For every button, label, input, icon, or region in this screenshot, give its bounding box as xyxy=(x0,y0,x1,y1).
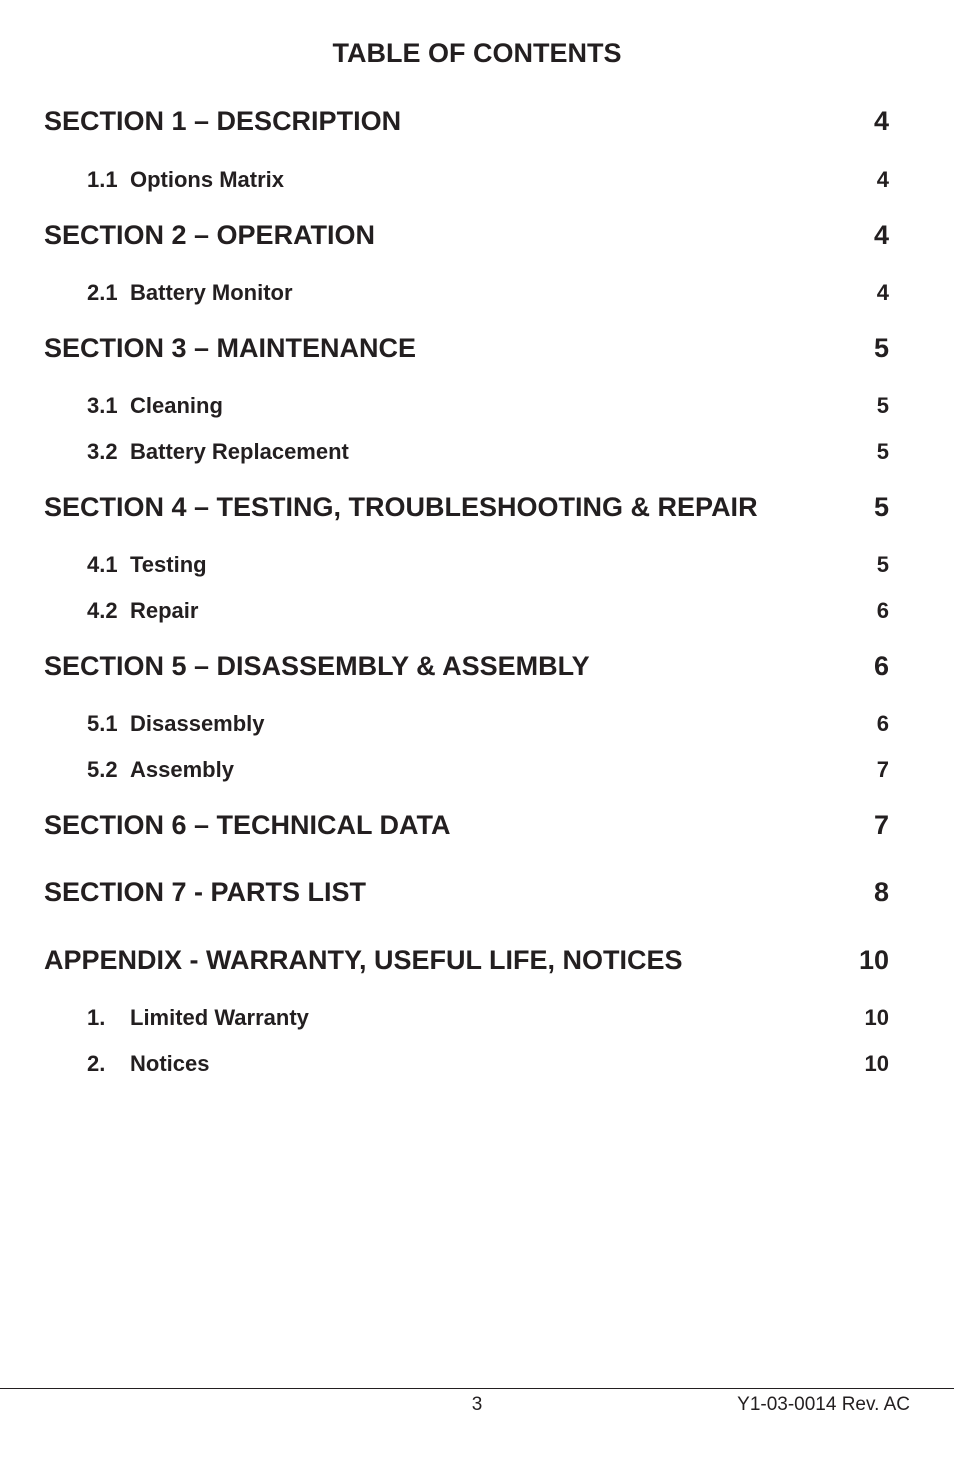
toc-page-number: 8 xyxy=(873,877,889,907)
toc-subsection-3-2[interactable] xyxy=(87,439,889,465)
toc-page-number: 5 xyxy=(876,552,889,577)
toc-entry-number: 5.2 xyxy=(87,757,118,782)
toc-entry-label: Disassembly xyxy=(130,711,265,736)
toc-subsection-4-2[interactable] xyxy=(87,598,889,624)
toc-appendix-item-2[interactable] xyxy=(87,1051,889,1077)
toc-page-number: 10 xyxy=(858,945,889,975)
toc-entry-number: 4.2 xyxy=(87,598,118,623)
footer-document-id: Y1-03-0014 Rev. AC xyxy=(737,1394,910,1415)
toc-subsection-1-1[interactable] xyxy=(87,167,889,193)
toc-page-number: 6 xyxy=(873,651,889,681)
toc-entry-number: 3.1 xyxy=(87,393,118,418)
toc-entry-label: SECTION 1 – DESCRIPTION xyxy=(44,106,402,136)
toc-subsection-2-1[interactable] xyxy=(87,280,889,306)
toc-appendix-item-1[interactable] xyxy=(87,1005,889,1031)
toc-entry-number: 4.1 xyxy=(87,552,118,577)
toc-entry-label: SECTION 2 – OPERATION xyxy=(44,220,376,250)
footer-page-number: 3 xyxy=(471,1394,483,1415)
toc-subsection-5-2[interactable] xyxy=(87,757,889,783)
toc-entry-label: SECTION 4 – TESTING, TROUBLESHOOTING & REPAIR xyxy=(44,492,758,522)
toc-section-1[interactable] xyxy=(44,105,889,137)
toc-section-3[interactable] xyxy=(44,332,889,364)
toc-entry-number: 1. xyxy=(87,1005,106,1030)
toc-entry-label: Cleaning xyxy=(130,393,223,418)
toc-entry-label: Battery Replacement xyxy=(130,439,349,464)
toc-entry-label: Assembly xyxy=(130,757,234,782)
toc-entry-label: Testing xyxy=(130,552,207,577)
toc-page-number: 10 xyxy=(864,1005,889,1030)
toc-section-6[interactable] xyxy=(44,809,889,841)
footer-divider xyxy=(0,1388,954,1389)
toc-page-number: 10 xyxy=(864,1051,889,1076)
toc-page-number: 4 xyxy=(873,106,889,136)
toc-section-2[interactable] xyxy=(44,219,889,251)
page-title: TABLE OF CONTENTS xyxy=(332,38,622,68)
toc-subsection-5-1[interactable] xyxy=(87,711,889,737)
toc-page-number: 6 xyxy=(876,598,889,623)
toc-entry-label: Notices xyxy=(130,1051,210,1076)
toc-entry-label: Options Matrix xyxy=(130,167,285,192)
toc-entry-label: SECTION 3 – MAINTENANCE xyxy=(44,333,417,363)
toc-entry-number: 2. xyxy=(87,1051,106,1076)
toc-entry-number: 1.1 xyxy=(87,167,118,192)
toc-appendix[interactable] xyxy=(44,944,889,976)
toc-page-number: 5 xyxy=(876,439,889,464)
toc-page-number: 4 xyxy=(876,280,889,305)
toc-entry-number: 5.1 xyxy=(87,711,118,736)
toc-section-5[interactable] xyxy=(44,650,889,682)
toc-subsection-3-1[interactable] xyxy=(87,393,889,419)
toc-page-number: 7 xyxy=(873,810,889,840)
toc-entry-label: SECTION 5 – DISASSEMBLY & ASSEMBLY xyxy=(44,651,590,681)
toc-page-number: 5 xyxy=(873,333,889,363)
toc-entry-label: Repair xyxy=(130,598,199,623)
toc-entry-label: SECTION 7 - PARTS LIST xyxy=(44,877,367,907)
toc-entry-label: APPENDIX - WARRANTY, USEFUL LIFE, NOTICES xyxy=(44,945,683,975)
toc-entry-label: Limited Warranty xyxy=(130,1005,309,1030)
toc-page-number: 6 xyxy=(876,711,889,736)
toc-entry-label: SECTION 6 – TECHNICAL DATA xyxy=(44,810,451,840)
toc-entry-number: 3.2 xyxy=(87,439,118,464)
toc-page-number: 5 xyxy=(873,492,889,522)
toc-page-number: 7 xyxy=(876,757,889,782)
toc-section-7[interactable] xyxy=(44,876,889,908)
toc-section-4[interactable] xyxy=(44,491,889,523)
toc-page-number: 4 xyxy=(873,220,889,250)
toc-entry-number: 2.1 xyxy=(87,280,118,305)
toc-page-number: 4 xyxy=(876,167,889,192)
toc-entry-label: Battery Monitor xyxy=(130,280,293,305)
toc-page-number: 5 xyxy=(876,393,889,418)
toc-subsection-4-1[interactable] xyxy=(87,552,889,578)
